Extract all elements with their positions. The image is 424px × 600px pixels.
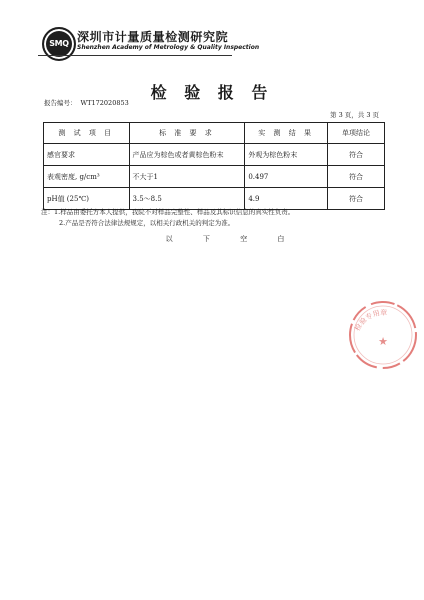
official-seal-stamp bbox=[345, 297, 421, 373]
note-line-2: 2.产品是否符合法律法规规定，以相关行政机关的判定为准。 bbox=[59, 219, 235, 227]
report-number-value: WT172020853 bbox=[80, 99, 129, 107]
notes bbox=[41, 207, 294, 229]
seal-text: 检验专用章 bbox=[353, 308, 388, 333]
org-name-en: Shenzhen Academy of Metrology & Quality Inspection bbox=[77, 44, 260, 51]
table-row bbox=[44, 144, 385, 166]
report-number-label: 报告编号： bbox=[44, 99, 77, 107]
end-of-report-mark: 以 下 空 白 bbox=[165, 235, 299, 243]
cell-result: 4.9 bbox=[245, 188, 328, 210]
cell-requirement: 不大于1 bbox=[129, 166, 245, 188]
cell-conclusion: 符合 bbox=[327, 144, 384, 166]
header-conclusion: 单项结论 bbox=[327, 123, 384, 144]
cell-result: 0.497 bbox=[245, 166, 328, 188]
results-table bbox=[43, 122, 385, 210]
header-test-item: 测 试 项 目 bbox=[44, 123, 130, 144]
header-requirement: 标 准 要 求 bbox=[129, 123, 245, 144]
header-divider bbox=[38, 55, 232, 56]
table-header-row bbox=[44, 123, 385, 144]
table-row bbox=[44, 166, 385, 188]
cell-item: pH值 (25℃) bbox=[44, 188, 130, 210]
cell-result: 外观为棕色粉末 bbox=[245, 144, 328, 166]
logo-text: SMQ bbox=[49, 39, 69, 48]
cell-requirement: 产品应为棕色或者黄棕色粉末 bbox=[129, 144, 245, 166]
header-result: 实 测 结 果 bbox=[245, 123, 328, 144]
report-number bbox=[44, 98, 129, 107]
org-name-cn: 深圳市计量质量检测研究院 bbox=[77, 30, 229, 44]
note-line-1: 注：1.样品由委托方本人提供，我院不对样品完整性、样品及其标识信息的真实性负责。 bbox=[41, 208, 295, 216]
cell-item: 表观密度, g/cm³ bbox=[44, 166, 130, 188]
page-indicator: 第 3 页，共 3 页 bbox=[330, 111, 380, 119]
cell-conclusion: 符合 bbox=[327, 166, 384, 188]
report-title: 检 验 报 告 bbox=[150, 83, 274, 102]
cell-item: 感官要求 bbox=[44, 144, 130, 166]
cell-requirement: 3.5～8.5 bbox=[129, 188, 245, 210]
svg-text:★: ★ bbox=[378, 335, 388, 348]
cell-conclusion: 符合 bbox=[327, 188, 384, 210]
